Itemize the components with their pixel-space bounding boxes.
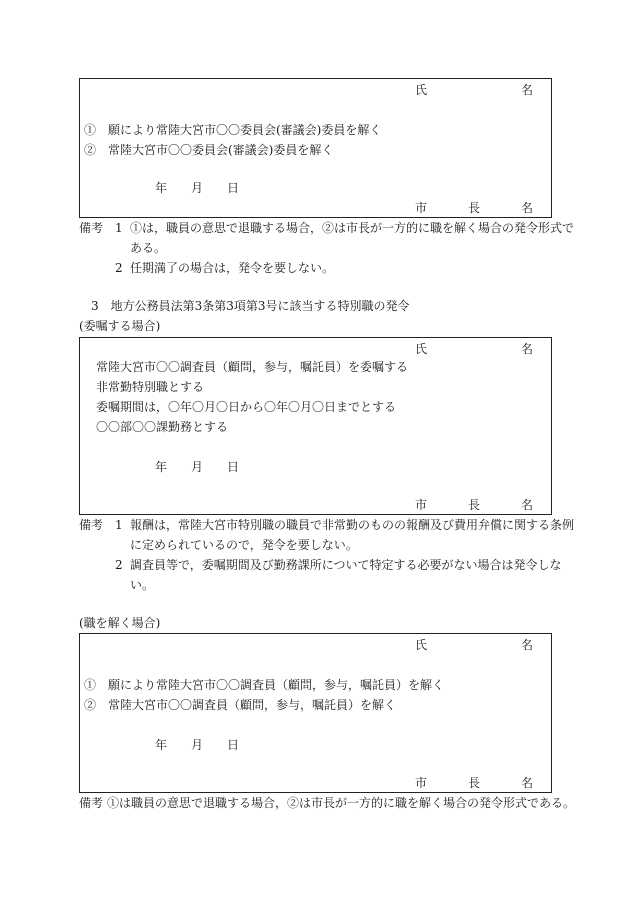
note-text: に定められているので，発令を要しない。	[130, 538, 358, 552]
note-number: 2	[115, 261, 123, 275]
note-number: 2	[115, 558, 123, 572]
mayor-signature: 市 長 名	[415, 776, 533, 790]
note-text: 調査員等で，委嘱期間及び勤務課所について特定する必要がない場合は発令しな	[130, 558, 562, 572]
note-text: い。	[130, 578, 155, 592]
date-line: 年 月 日	[155, 460, 240, 474]
commission-form	[79, 337, 552, 515]
date-line: 年 月 日	[155, 738, 240, 752]
note-number: 1	[115, 221, 123, 235]
subheading-commission: (委嘱する場合)	[79, 319, 161, 333]
form-line-4: 〇〇部〇〇課勤務とする	[96, 420, 229, 434]
name-signature: 氏 名	[415, 638, 533, 652]
name-signature: 氏 名	[415, 83, 533, 97]
mayor-signature: 市 長 名	[415, 498, 533, 512]
dismissal-form-committee	[79, 78, 552, 218]
form-line-1: ① 願により常陸大宮市〇〇委員会(審議会)委員を解く	[84, 123, 382, 137]
form-line-3: 委嘱期間は，〇年〇月〇日から〇年〇月〇日までとする	[96, 400, 397, 414]
note-label: 備考	[79, 796, 104, 810]
form-line-2: ② 常陸大宮市〇〇委員会(審議会)委員を解く	[84, 143, 334, 157]
form-line-2: ② 常陸大宮市〇〇調査員（顧問，参与，嘱託員）を解く	[84, 698, 397, 712]
note-text: ①は職員の意思で退職する場合，②は市長が一方的に職を解く場合の発令形式である。	[107, 796, 576, 810]
note-text: ①は，職員の意思で退職する場合，②は市長が一方的に職を解く場合の発令形式で	[130, 221, 575, 235]
note-label: 備考	[79, 518, 104, 532]
dismissal-form-investigator	[79, 633, 552, 793]
note-text: 任期満了の場合は，発令を要しない。	[130, 261, 335, 275]
mayor-signature: 市 長 名	[415, 201, 533, 215]
form-line-1: 常陸大宮市〇〇調査員（顧問，参与，嘱託員）を委嘱する	[96, 360, 409, 374]
note-number: 1	[115, 518, 123, 532]
subheading-dismiss: (職を解く場合)	[79, 616, 161, 630]
date-line: 年 月 日	[155, 181, 240, 195]
form-line-2: 非常勤特別職とする	[96, 380, 205, 394]
name-signature: 氏 名	[415, 342, 533, 356]
note-text: ある。	[130, 241, 167, 255]
form-line-1: ① 願により常陸大宮市〇〇調査員（顧問，参与，嘱託員）を解く	[84, 678, 445, 692]
section-heading: 3 地方公務員法第3条第3項第3号に該当する特別職の発令	[91, 299, 410, 313]
note-text: 報酬は，常陸大宮市特別職の職員で非常勤のものの報酬及び費用弁償に関する条例	[130, 518, 575, 532]
note-label: 備考	[79, 221, 104, 235]
